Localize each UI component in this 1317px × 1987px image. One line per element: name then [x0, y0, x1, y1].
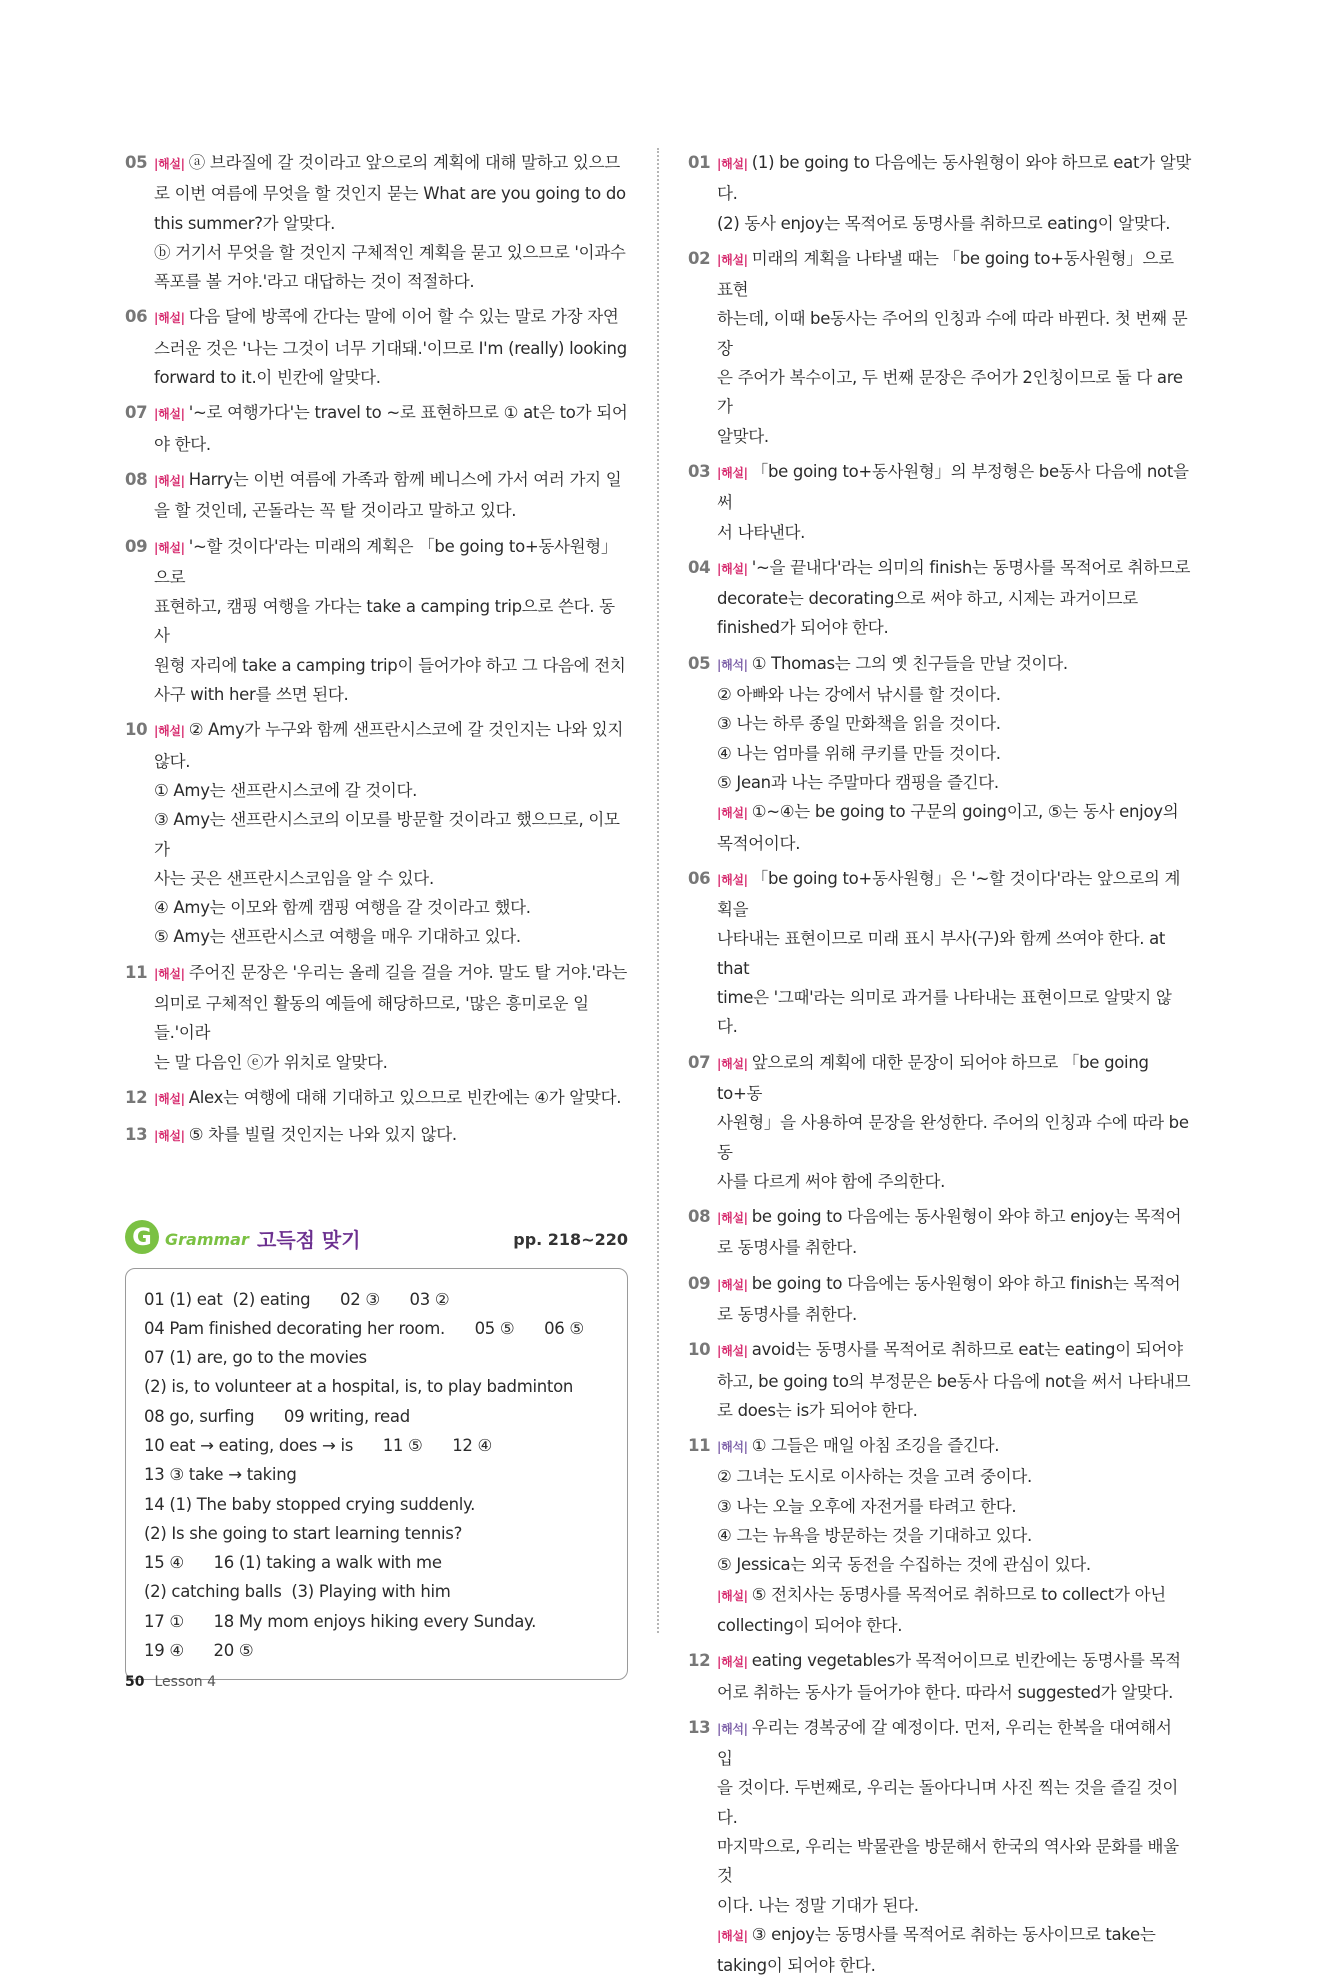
explanation-line: 야 한다.: [154, 434, 211, 454]
item-tag: |해설|: [154, 540, 185, 555]
explanation-line: 사는 곳은 샌프란시스코임을 알 수 있다.: [154, 868, 434, 888]
explanation-item: [688, 1335, 1191, 1425]
answer-line: 07 (1) are, go to the movies: [144, 1348, 367, 1368]
item-tag: |해설|: [154, 407, 185, 422]
item-tag: |해석|: [717, 1721, 748, 1736]
explanation-line-first: [154, 1120, 628, 1151]
explanation-line: 사구 with her를 쓰면 된다.: [154, 685, 349, 705]
explanation-line: 마지막으로, 우리는 박물관을 방문해서 한국의 역사와 문화를 배울 것: [717, 1837, 1179, 1886]
explanation-line: ④ Amy는 이모와 함께 캠핑 여행을 갈 것이라고 했다.: [154, 898, 531, 918]
explanation-line: collecting이 되어야 한다.: [717, 1615, 903, 1635]
explanation-line: 표현하고, 캠핑 여행을 가다는 take a camping trip으로 쓴다. 동사: [154, 597, 615, 646]
explanation-item: [125, 398, 628, 459]
explanation-item: [688, 148, 1191, 238]
item-tag: |해설|: [717, 465, 748, 480]
answer-line: (2) is, to volunteer at a hospital, is, to play badminton: [144, 1377, 574, 1397]
explanation-line: ③ Amy는 샌프란시스코의 이모를 방문할 것이라고 했으므로, 이모가: [154, 810, 620, 859]
explanation-line: (2) 동사 enjoy는 목적어로 동명사를 취하므로 eating이 알맞다.: [717, 213, 1171, 233]
explanation-line-first: [717, 1269, 1191, 1300]
explanation-item: [688, 1269, 1191, 1330]
explanation-line: 알맞다.: [717, 426, 769, 446]
answer-line: 13 ③ take → taking: [144, 1465, 297, 1485]
explanation-line: ④ 나는 엄마를 위해 쿠키를 만들 것이다.: [717, 743, 1001, 763]
answer-line: 15 ④ 16 (1) taking a walk with me: [144, 1553, 442, 1573]
grammar-header: [125, 1214, 628, 1260]
item-tag: |해설|: [717, 561, 748, 576]
inline-text: ①~④는 be going to 구문의 going이고, ⑤는 동사 enjoy의: [751, 802, 1179, 822]
explanation-line: ③ 나는 하루 종일 만화책을 읽을 것이다.: [717, 714, 1001, 734]
page-number: 50: [125, 1674, 145, 1690]
explanation-item: [688, 553, 1191, 643]
explanation-line: 는 말 다음인 ⓔ가 위치로 알맞다.: [154, 1052, 388, 1072]
explanation-line: 다.: [717, 184, 738, 204]
line-text: ② Amy가 누구와 함께 샌프란시스코에 갈 것인지는 나와 있지: [188, 720, 624, 740]
item-tag: |해설|: [717, 157, 748, 171]
explanation-line-first: [717, 1646, 1191, 1677]
explanation-line: time은 '그때'라는 의미로 과거를 나타내는 표현이므로 알맞지 않다.: [717, 988, 1172, 1037]
explanation-line-first: [154, 398, 628, 429]
explanation-line: ⑤ Jean과 나는 주말마다 캠핑을 즐긴다.: [717, 772, 999, 792]
grammar-title-ko: 고득점 맞기: [257, 1227, 361, 1252]
explanation-line-first: [154, 532, 628, 593]
item-number: 08: [125, 469, 148, 489]
item-number: 01: [688, 153, 711, 172]
item-tag: |해석|: [717, 657, 748, 672]
explanation-line: 스러운 것은 '나는 그것이 너무 기대돼.'이므로 I'm (really) looking: [154, 338, 627, 358]
explanation-line: 로 이번 여름에 무엇을 할 것인지 묻는 What are you going to do: [154, 184, 626, 204]
item-number: 10: [688, 1340, 711, 1360]
item-number: 13: [125, 1125, 148, 1145]
explanation-line: 로 동명사를 취한다.: [717, 1238, 857, 1258]
item-number: 06: [688, 868, 711, 888]
explanation-line: 않다.: [154, 751, 191, 771]
grammar-pages: pp. 218~220: [513, 1229, 628, 1249]
line-text: '~로 여행가다'는 travel to ~로 표현하므로 ① at은 to가 되어: [188, 403, 628, 423]
inline-text: ⑤ 전치사는 동명사를 목적어로 취하므로 to collect가 아닌: [751, 1584, 1166, 1604]
explanation-line: 로 동명사를 취한다.: [717, 1304, 857, 1324]
explanation-item: [125, 148, 628, 296]
explanation-item: [125, 1120, 628, 1151]
explanation-line: 이다. 나는 정말 기대가 된다.: [717, 1895, 919, 1915]
explanation-line: 로 does는 is가 되어야 한다.: [717, 1400, 918, 1420]
explanation-line-first: [154, 958, 628, 989]
left-explanations: [125, 148, 628, 1152]
explanation-line: ③ 나는 오늘 오후에 자전거를 타려고 한다.: [717, 1496, 1017, 1516]
item-number: 12: [688, 1651, 711, 1671]
explanation-line: 서 나타낸다.: [717, 522, 806, 542]
item-number: 13: [688, 1717, 711, 1737]
right-column: [688, 148, 1191, 1987]
explanation-item: [688, 1202, 1191, 1263]
item-tag: |해설|: [717, 1211, 748, 1226]
line-text: 주어진 문장은 '우리는 올레 길을 걸을 거야. 말도 탈 거야.'라는: [188, 962, 627, 982]
answer-line: 01 (1) eat (2) eating 02 ③ 03 ②: [144, 1289, 450, 1309]
explanation-item: [688, 864, 1191, 1042]
explanation-line-first: [717, 1335, 1191, 1366]
item-number: 08: [688, 1207, 711, 1227]
item-tag: |해설|: [717, 252, 748, 267]
line-text: Alex는 여행에 대해 기대하고 있으므로 빈칸에는 ④가 알맞다.: [188, 1087, 622, 1107]
explanation-line: 나타내는 표현이므로 미래 표시 부사(구)와 함께 쓰여야 한다. at that: [717, 929, 1166, 978]
item-tag: |해설|: [717, 872, 748, 887]
answer-line: 14 (1) The baby stopped crying suddenly.: [144, 1494, 476, 1514]
lesson-label: Lesson 4: [154, 1674, 217, 1690]
explanation-line: finished가 되어야 한다.: [717, 618, 889, 638]
item-tag: |해석|: [717, 1440, 748, 1455]
item-tag: |해설|: [717, 1277, 748, 1292]
explanation-item: [688, 649, 1191, 858]
item-tag: |해설|: [154, 157, 185, 171]
explanation-line-tagged: [717, 1920, 1191, 1951]
explanation-item: [125, 302, 628, 392]
explanation-item: [125, 465, 628, 526]
item-tag: |해설|: [154, 1129, 185, 1144]
page-footer: [125, 1674, 216, 1690]
explanation-line: 을 것이다. 두번째로, 우리는 돌아다니며 사진 찍는 것을 즐길 것이다.: [717, 1778, 1179, 1827]
item-number: 02: [688, 248, 711, 268]
explanation-line-first: [717, 1713, 1191, 1774]
line-text: Harry는 이번 여름에 가족과 함께 베니스에 가서 여러 가지 일: [188, 469, 622, 489]
item-tag: |해설|: [717, 1344, 748, 1359]
explanation-line: 사를 다르게 써야 함에 주의한다.: [717, 1171, 946, 1191]
explanation-line: 하는데, 이때 be동사는 주어의 인칭과 수에 따라 바뀐다. 첫 번째 문장: [717, 309, 1188, 358]
answer-line: 04 Pam finished decorating her room. 05 ⑤ 06 ⑤: [144, 1318, 584, 1338]
answer-line: 08 go, surfing 09 writing, read: [144, 1406, 410, 1426]
line-text: 다음 달에 방콕에 간다는 말에 이어 할 수 있는 말로 가장 자연: [188, 307, 619, 327]
answer-line: (2) Is she going to start learning tennis?: [144, 1523, 463, 1543]
explanation-line-tagged: [717, 797, 1191, 828]
inline-tag: |해설|: [717, 806, 748, 821]
explanation-line-first: [717, 244, 1191, 305]
item-number: 05: [125, 153, 148, 172]
explanation-item: [125, 1083, 628, 1114]
explanation-line: 을 할 것인데, 곤돌라는 꼭 탈 것이라고 말하고 있다.: [154, 501, 517, 521]
item-tag: |해설|: [154, 1091, 185, 1106]
explanation-item: [688, 244, 1191, 451]
explanation-line-first: [717, 457, 1191, 518]
explanation-line-first: [154, 715, 628, 746]
line-text: 「be going to+동사원형」의 부정형은 be동사 다음에 not을 써: [717, 461, 1189, 513]
line-text: ⑤ 차를 빌릴 것인지는 나와 있지 않다.: [188, 1125, 457, 1145]
explanation-item: [688, 457, 1191, 547]
explanation-line-first: [717, 553, 1191, 584]
explanation-line: ⑤ Jessica는 외국 동전을 수집하는 것에 관심이 있다.: [717, 1555, 1091, 1575]
item-number: 09: [125, 536, 148, 556]
line-text: ⓐ 브라질에 갈 것이라고 앞으로의 계획에 대해 말하고 있으므: [188, 153, 620, 172]
item-number: 07: [688, 1052, 711, 1072]
explanation-item: [688, 1048, 1191, 1196]
item-tag: |해설|: [154, 724, 185, 739]
line-text: be going to 다음에는 동사원형이 와야 하고 enjoy는 목적어: [751, 1207, 1182, 1227]
answer-line: 19 ④ 20 ⑤: [144, 1641, 254, 1661]
line-text: 「be going to+동사원형」은 '~할 것이다'라는 앞으로의 계획을: [717, 868, 1181, 920]
explanation-line: ① Amy는 샌프란시스코에 갈 것이다.: [154, 780, 418, 800]
explanation-item: [125, 715, 628, 951]
explanation-line: 하고, be going to의 부정문은 be동사 다음에 not을 써서 나타내므: [717, 1371, 1191, 1391]
line-text: 우리는 경복궁에 갈 예정이다. 먼저, 우리는 한복을 대여해서 입: [717, 1717, 1172, 1769]
grammar-logo-icon: G: [125, 1220, 159, 1254]
inline-tag: |해설|: [717, 1588, 748, 1603]
explanation-line-tagged: [717, 1580, 1191, 1611]
line-text: eating vegetables가 목적어이므로 빈칸에는 동명사를 목적: [751, 1651, 1181, 1671]
explanation-line: this summer?가 알맞다.: [154, 213, 336, 233]
item-number: 09: [688, 1273, 711, 1293]
answer-box: [125, 1268, 628, 1681]
line-text: ① Thomas는 그의 옛 친구들을 만날 것이다.: [751, 653, 1068, 673]
explanation-line: decorate는 decorating으로 써야 하고, 시제는 과거이므로: [717, 589, 1138, 609]
explanation-line-first: [717, 1202, 1191, 1233]
column-divider: [657, 148, 659, 1633]
item-tag: |해설|: [154, 966, 185, 981]
item-number: 10: [125, 720, 148, 740]
item-number: 11: [125, 962, 148, 982]
line-text: (1) be going to 다음에는 동사원형이 와야 하므로 eat가 알맞: [751, 153, 1191, 172]
explanation-line-first: [717, 148, 1191, 179]
explanation-line-first: [717, 1431, 1191, 1462]
answer-line: 10 eat → eating, does → is 11 ⑤ 12 ④: [144, 1435, 493, 1455]
explanation-line-first: [717, 1048, 1191, 1109]
item-number: 04: [688, 557, 711, 577]
explanation-line: taking이 되어야 한다.: [717, 1956, 876, 1976]
explanation-line: ② 아빠와 나는 강에서 낚시를 할 것이다.: [717, 685, 1001, 705]
explanation-line-first: [154, 465, 628, 496]
right-explanations: [688, 148, 1191, 1981]
inline-tag: |해설|: [717, 1928, 748, 1943]
explanation-line: ⑤ Amy는 샌프란시스코 여행을 매우 기대하고 있다.: [154, 927, 521, 947]
line-text: be going to 다음에는 동사원형이 와야 하고 finish는 목적어: [751, 1273, 1181, 1293]
explanation-line-first: [717, 649, 1191, 680]
item-number: 12: [125, 1087, 148, 1107]
explanation-line: 어로 취하는 동사가 들어가야 한다. 따라서 suggested가 알맞다.: [717, 1682, 1174, 1702]
explanation-line: 사원형」을 사용하여 문장을 완성한다. 주어의 인칭과 수에 따라 be동: [717, 1113, 1189, 1162]
explanation-item: [688, 1431, 1191, 1640]
explanation-line: ② 그녀는 도시로 이사하는 것을 고려 중이다.: [717, 1467, 1032, 1487]
explanation-line: 원형 자리에 take a camping trip이 들어가야 하고 그 다음에 전치: [154, 655, 626, 675]
inline-text: ③ enjoy는 동명사를 목적어로 취하는 동사이므로 take는: [751, 1924, 1156, 1944]
explanation-line: ⓑ 거기서 무엇을 할 것인지 구체적인 계획을 묻고 있으므로 '이과수: [154, 242, 626, 262]
item-number: 11: [688, 1436, 711, 1456]
explanation-line: ④ 그는 뉴욕을 방문하는 것을 기대하고 있다.: [717, 1526, 1032, 1546]
item-number: 06: [125, 307, 148, 327]
explanation-line-first: [717, 864, 1191, 925]
explanation-item: [125, 958, 628, 1077]
explanation-line-first: [154, 1083, 628, 1114]
explanation-line: 은 주어가 복수이고, 두 번째 문장은 주어가 2인칭이므로 둘 다 are가: [717, 368, 1183, 417]
left-column: [125, 148, 628, 1680]
explanation-item: [688, 1713, 1191, 1981]
explanation-line-first: [154, 302, 628, 333]
grammar-title-en: Grammar: [165, 1229, 249, 1249]
item-number: 03: [688, 461, 711, 481]
explanation-line: 의미로 구체적인 활동의 예들에 해당하므로, '많은 흥미로운 일들.'이라: [154, 994, 589, 1043]
explanation-line-first: [154, 148, 628, 179]
item-tag: |해설|: [717, 1056, 748, 1071]
explanation-line: 폭포를 볼 거야.'라고 대답하는 것이 적절하다.: [154, 272, 475, 292]
line-text: 미래의 계획을 나타낼 때는 「be going to+동사원형」으로 표현: [717, 248, 1174, 300]
line-text: 앞으로의 계획에 대한 문장이 되어야 하므로 「be going to+동: [717, 1052, 1149, 1103]
line-text: '~을 끝내다'라는 의미의 finish는 동명사를 목적어로 취하므로: [751, 557, 1191, 577]
item-tag: |해설|: [154, 473, 185, 488]
item-number: 07: [125, 403, 148, 423]
answer-line: (2) catching balls (3) Playing with him: [144, 1582, 451, 1602]
explanation-line: 목적어이다.: [717, 833, 801, 853]
explanation-item: [688, 1646, 1191, 1707]
item-tag: |해설|: [717, 1655, 748, 1670]
answer-line: 17 ① 18 My mom enjoys hiking every Sunday.: [144, 1611, 537, 1631]
explanation-line: forward to it.이 빈칸에 알맞다.: [154, 368, 381, 388]
item-number: 05: [688, 653, 711, 673]
line-text: avoid는 동명사를 목적어로 취하므로 eat는 eating이 되어야: [751, 1340, 1183, 1360]
line-text: ① 그들은 매일 아침 조깅을 즐긴다.: [751, 1436, 1000, 1456]
item-tag: |해설|: [154, 311, 185, 326]
explanation-item: [125, 532, 628, 710]
line-text: '~할 것이다'라는 미래의 계획은 「be going to+동사원형」으로: [154, 536, 618, 587]
